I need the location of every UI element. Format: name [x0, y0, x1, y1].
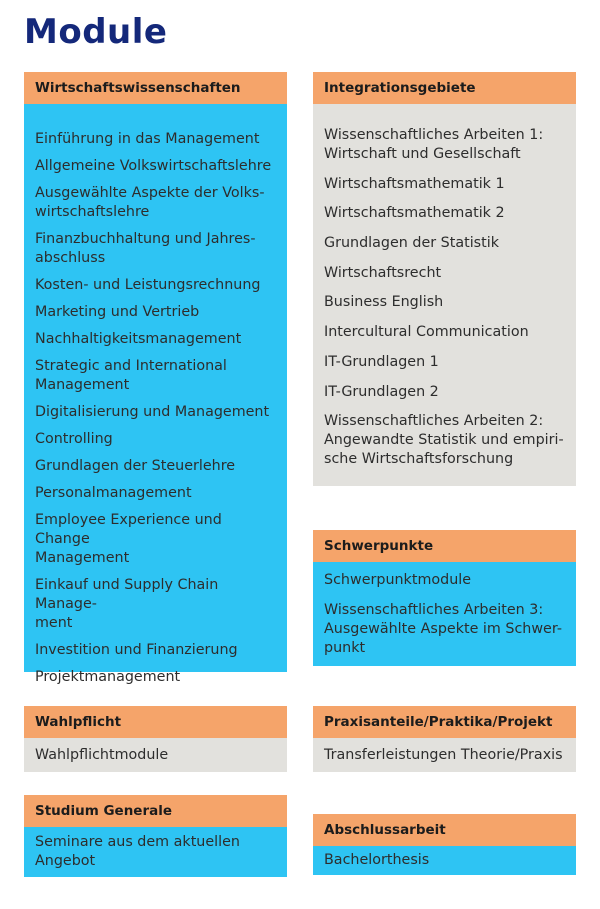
module-item	[35, 130, 279, 149]
praxis-header: Praxisanteile/Praktika/Projekt	[313, 706, 576, 738]
module-item-line: Einkauf und Supply Chain Manage-	[35, 577, 219, 612]
module-item-line: Kosten- und Leistungsrechnung	[35, 277, 261, 293]
module-item	[35, 668, 279, 687]
studium-generale-body	[24, 827, 287, 877]
module-item-line: Grundlagen der Statistik	[324, 235, 499, 252]
module-item-line: punkt	[324, 640, 366, 656]
module-item-line: Grundlagen der Steuerlehre	[35, 458, 236, 474]
page-title: Module	[24, 12, 168, 52]
module-item	[35, 303, 279, 322]
module-item-line: IT-Grundlagen 1	[324, 353, 439, 370]
module-item	[324, 234, 568, 253]
module-item	[324, 293, 568, 312]
wirtschaftswissenschaften-body	[24, 104, 287, 685]
module-item	[35, 484, 279, 503]
integrationsgebiete-box	[313, 72, 576, 486]
module-item	[35, 230, 279, 268]
module-item	[324, 175, 568, 194]
module-item	[35, 157, 279, 176]
module-item	[35, 511, 279, 568]
module-item	[324, 383, 568, 402]
module-item	[35, 576, 279, 633]
module-item-line: Schwerpunktmodule	[324, 572, 472, 588]
studium-generale-header: Studium Generale	[24, 795, 287, 827]
studium-generale-line: Angebot	[35, 853, 96, 869]
module-item-line: sche Wirtschaftsforschung	[324, 451, 514, 468]
schwerpunkte-box	[313, 530, 576, 666]
module-list	[35, 130, 279, 687]
praxis-item: Transferleistungen Theorie/Praxis	[313, 738, 576, 772]
module-item-line: Allgemeine Volkswirtschaftslehre	[35, 158, 272, 174]
integrationsgebiete-body	[313, 104, 576, 486]
module-item-line: Projektmanagement	[35, 669, 181, 685]
module-item-line: Ausgewählte Aspekte der Volks-	[35, 185, 265, 201]
module-item-line: Wissenschaftliches Arbeiten 1:	[324, 127, 544, 143]
integrationsgebiete-header: Integrationsgebiete	[313, 72, 576, 104]
module-item-line: Wissenschaftliches Arbeiten 2:	[324, 413, 544, 430]
abschlussarbeit-box	[313, 814, 576, 875]
module-item-line: wirtschaftslehre	[35, 204, 150, 220]
abschlussarbeit-item: Bachelorthesis	[313, 846, 576, 875]
praxis-box	[313, 706, 576, 772]
module-item-line: Management	[35, 377, 130, 393]
module-item	[35, 357, 279, 395]
schwerpunkte-header: Schwerpunkte	[313, 530, 576, 562]
module-item-line: Ausgewählte Aspekte im Schwer-	[324, 621, 562, 637]
module-item-line: abschluss	[35, 250, 106, 266]
module-list	[324, 126, 568, 469]
abschlussarbeit-header: Abschlussarbeit	[313, 814, 576, 846]
module-item-line: Wirtschaftsrecht	[324, 264, 442, 281]
module-item	[324, 204, 568, 223]
module-item-line: Strategic and International	[35, 358, 227, 374]
module-item-line: Wissenschaftliches Arbeiten 3:	[324, 602, 544, 618]
wahlpflicht-header: Wahlpflicht	[24, 706, 287, 738]
module-item	[35, 330, 279, 349]
module-item	[324, 264, 568, 283]
module-item-line: IT-Grundlagen 2	[324, 383, 439, 400]
wahlpflicht-item: Wahlpflichtmodule	[24, 738, 287, 772]
wirtschaftswissenschaften-box	[24, 72, 287, 685]
module-item-line: Wirtschaft und Gesellschaft	[324, 146, 521, 162]
module-item	[35, 457, 279, 476]
module-item-line: Employee Experience und Change	[35, 512, 222, 547]
module-item-line: ment	[35, 615, 73, 631]
studium-generale-box	[24, 795, 287, 877]
schwerpunkte-body	[313, 562, 576, 666]
module-item	[35, 403, 279, 422]
module-item-line: Marketing und Vertrieb	[35, 304, 200, 320]
studium-generale-line: Seminare aus dem aktuellen	[35, 834, 240, 850]
module-item	[35, 184, 279, 222]
module-item	[324, 126, 568, 164]
module-item	[35, 430, 279, 449]
module-item-line: Wirtschaftsmathematik 1	[324, 175, 505, 192]
module-item	[324, 353, 568, 372]
module-item	[324, 571, 568, 590]
module-item	[324, 412, 568, 469]
module-item-line: Angewandte Statistik und empiri-	[324, 432, 564, 449]
module-item-line: Personalmanagement	[35, 485, 192, 501]
module-item-line: Management	[35, 550, 130, 566]
module-item-line: Wirtschaftsmathematik 2	[324, 205, 505, 222]
module-item-line: Investition und Finanzierung	[35, 642, 238, 658]
module-item	[35, 641, 279, 660]
wirtschaftswissenschaften-header: Wirtschaftswissenschaften	[24, 72, 287, 104]
module-item	[324, 601, 568, 658]
module-list	[324, 571, 568, 658]
wahlpflicht-box	[24, 706, 287, 772]
module-item-line: Controlling	[35, 431, 113, 447]
module-item	[324, 323, 568, 342]
module-item-line: Nachhaltigkeitsmanagement	[35, 331, 242, 347]
module-item-line: Digitalisierung und Management	[35, 404, 270, 420]
module-item-line: Einführung in das Management	[35, 131, 260, 147]
module-item-line: Intercultural Communication	[324, 324, 529, 341]
module-item-line: Business English	[324, 294, 444, 311]
module-item	[35, 276, 279, 295]
module-item-line: Finanzbuchhaltung und Jahres-	[35, 231, 256, 247]
